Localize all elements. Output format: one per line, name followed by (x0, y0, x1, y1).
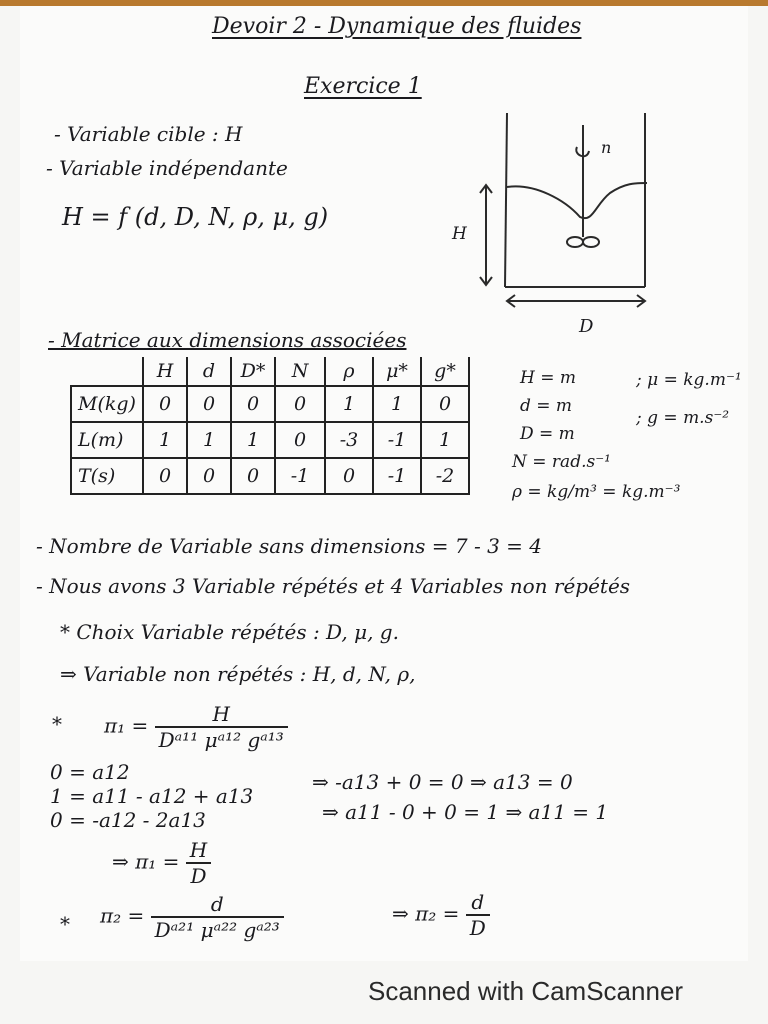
pi2-fraction (151, 892, 284, 942)
tank-left-wall (505, 113, 507, 287)
pi2-result-denominator: D (469, 916, 486, 940)
pi1-result-lhs: ⇒ π₁ = (112, 849, 180, 874)
repeat-line: - Nous avons 3 Variable répétés et 4 Variables non répétés (36, 574, 631, 598)
equation-2: 1 = a11 - a12 + a13 (50, 784, 254, 808)
independent-label: - Variable indépendante (46, 156, 288, 180)
impeller-blade-left (567, 237, 583, 247)
equation-1: 0 = a12 (50, 760, 130, 784)
row-label: T(s) (71, 458, 143, 494)
unit-D: D = m (520, 424, 575, 444)
matrix-header: d (187, 357, 231, 386)
matrix-cell: 0 (231, 386, 275, 422)
matrix-header: g* (421, 357, 469, 386)
pi2-numerator: d (151, 892, 284, 918)
height-label: H (452, 224, 467, 244)
scanner-watermark: Scanned with CamScanner (368, 976, 684, 1006)
result-1: ⇒ -a13 + 0 = 0 ⇒ a13 = 0 (312, 770, 573, 794)
matrix-corner (71, 357, 143, 386)
unit-rho: ρ = kg/m³ = kg.m⁻³ (512, 482, 681, 502)
matrix-cell: 0 (325, 458, 373, 494)
target-variable: - Variable cible : H (54, 122, 243, 146)
pi2-result-numerator: d (466, 890, 490, 916)
matrix-cell: 0 (187, 386, 231, 422)
matrix-cell: 1 (373, 386, 421, 422)
pi2-result-fraction (466, 890, 490, 940)
matrix-title: - Matrice aux dimensions associées (48, 328, 407, 352)
matrix-cell: 0 (187, 458, 231, 494)
pi1-numerator: H (155, 702, 288, 728)
unit-N: N = rad.s⁻¹ (512, 452, 611, 472)
matrix-header: H (143, 357, 187, 386)
page-title: Devoir 2 - Dynamique des fluides (212, 14, 582, 39)
matrix-cell: 0 (231, 458, 275, 494)
pi1-result (112, 838, 211, 888)
unit-mu: ; μ = kg.m⁻¹ (636, 370, 742, 390)
exercise-title: Exercice 1 (304, 74, 422, 99)
pi1-fraction (155, 702, 288, 752)
pi2-result (392, 890, 490, 940)
bullet-2: * (60, 912, 70, 936)
matrix-cell: -2 (421, 458, 469, 494)
matrix-header: ρ (325, 357, 373, 386)
matrix-header: μ* (373, 357, 421, 386)
row-label: M(kg) (71, 386, 143, 422)
unit-H: H = m (520, 368, 576, 388)
result-2: ⇒ a11 - 0 + 0 = 1 ⇒ a11 = 1 (322, 800, 609, 824)
matrix-cell: -1 (275, 458, 325, 494)
pi1-lhs: π₁ = (104, 713, 149, 738)
impeller-blade-right (583, 237, 599, 247)
matrix-header-row (71, 357, 469, 386)
matrix-cell: -1 (373, 422, 421, 458)
unit-g: ; g = m.s⁻² (636, 408, 730, 428)
matrix-cell: 1 (421, 422, 469, 458)
matrix-cell: 0 (143, 458, 187, 494)
bullet: * (52, 712, 62, 736)
count-line: - Nombre de Variable sans dimensions = 7 - 3 = 4 (36, 534, 542, 558)
pi2-denominator: Dᵃ²¹ μᵃ²² gᵃ²³ (154, 918, 280, 942)
pi1-denominator: Dᵃ¹¹ μᵃ¹² gᵃ¹³ (158, 728, 284, 752)
matrix-row-time (71, 458, 469, 494)
matrix-cell: 0 (421, 386, 469, 422)
pi1-result-numerator: H (186, 838, 211, 864)
equation-3: 0 = -a12 - 2a13 (50, 808, 206, 832)
pi2-result-lhs: ⇒ π₂ = (392, 901, 460, 926)
width-label: D (579, 316, 594, 337)
dimension-matrix (70, 357, 470, 495)
pi2-lhs: π₂ = (100, 903, 145, 928)
pi2-expression (100, 892, 284, 942)
matrix-cell: 0 (275, 422, 325, 458)
matrix-cell: -1 (373, 458, 421, 494)
liquid-surface (507, 183, 647, 218)
tank-diagram (452, 105, 665, 345)
unit-d: d = m (520, 396, 573, 416)
matrix-row-mass (71, 386, 469, 422)
matrix-cell: 1 (231, 422, 275, 458)
matrix-row-length (71, 422, 469, 458)
pi1-expression (104, 702, 288, 752)
matrix-cell: 0 (143, 386, 187, 422)
nonrepeat-line: ⇒ Variable non répétés : H, d, N, ρ, (60, 662, 416, 686)
pi1-result-fraction (186, 838, 211, 888)
matrix-cell: 0 (275, 386, 325, 422)
matrix-header: D* (231, 357, 275, 386)
matrix-cell: 1 (187, 422, 231, 458)
rotation-label: n (601, 138, 612, 157)
pi1-result-denominator: D (190, 864, 207, 888)
matrix-cell: 1 (143, 422, 187, 458)
matrix-header: N (275, 357, 325, 386)
matrix-cell: -3 (325, 422, 373, 458)
function-expression: H = f (d, D, N, ρ, μ, g) (62, 203, 329, 231)
choice-line: * Choix Variable répétés : D, μ, g. (60, 620, 399, 644)
row-label: L(m) (71, 422, 143, 458)
matrix-cell: 1 (325, 386, 373, 422)
